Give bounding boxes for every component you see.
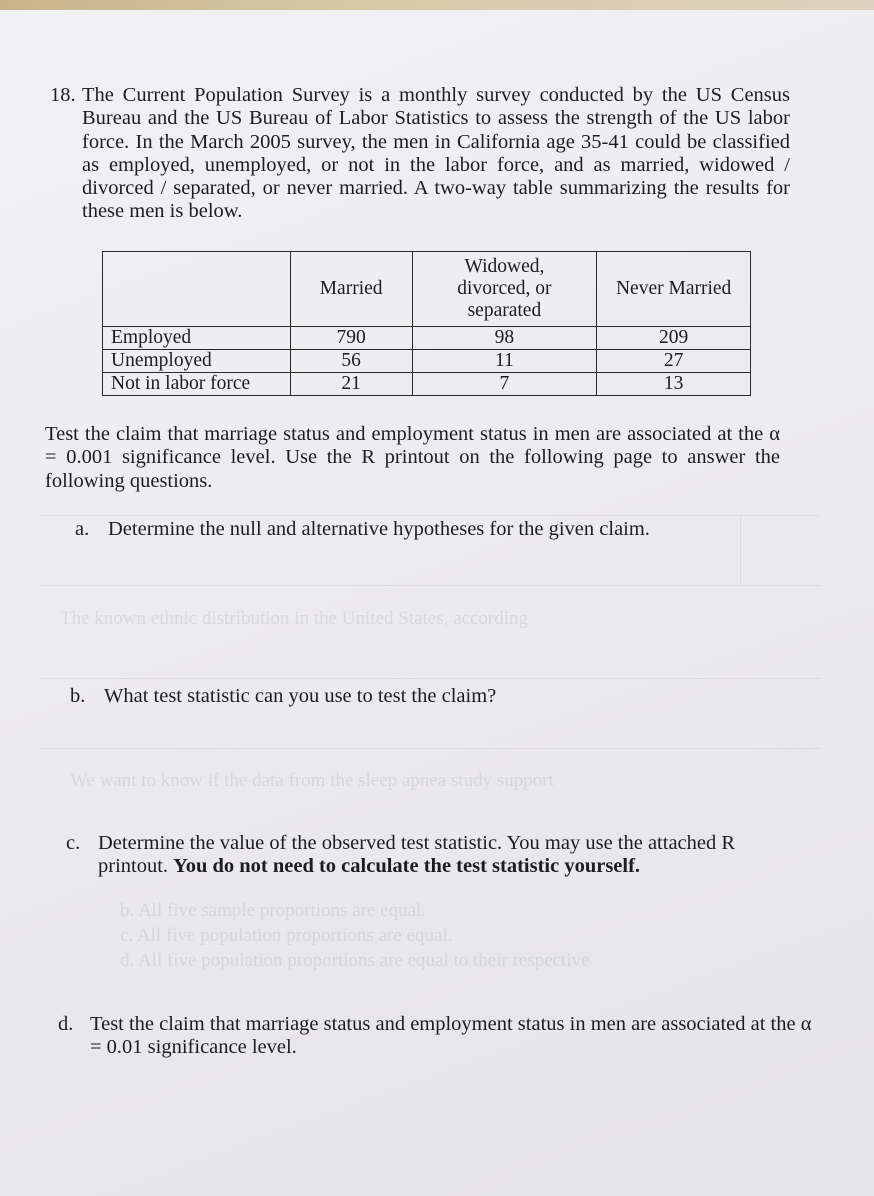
column-header (412, 252, 597, 327)
question-b-letter: b. (70, 685, 86, 707)
question-a-letter: a. (75, 518, 90, 540)
question-b-text: What test statistic can you use to test the claim? (104, 685, 497, 707)
question-d-text: Test the claim that marriage status and employment status in men are associated at the α = 0.01 significance level. (90, 1013, 812, 1059)
two-way-table (102, 251, 751, 396)
table-cell: 13 (597, 373, 751, 396)
question-c-letter: c. (66, 832, 81, 854)
table-cell: 98 (412, 327, 597, 350)
row-label: Not in labor force (103, 373, 291, 396)
question-c-text: Determine the value of the observed test statistic. You may use the attached R printout. (98, 832, 736, 878)
table-cell: 11 (412, 350, 597, 373)
question-d-letter: d. (58, 1013, 74, 1035)
table-header-row (103, 252, 751, 327)
row-label: Employed (103, 327, 291, 350)
claim-text: Test the claim that marriage status and employment status in men are associated at the α = 0.001 significance level. Use the R printout on the following page to answer the following questions. (45, 423, 780, 492)
table-row (103, 327, 751, 350)
row-label: Unemployed (103, 350, 291, 373)
table-cell: 27 (597, 350, 751, 373)
table-cell: 790 (290, 327, 412, 350)
table-row (103, 350, 751, 373)
table-cell: 7 (412, 373, 597, 396)
table-cell: 209 (597, 327, 751, 350)
table-cell: 21 (290, 373, 412, 396)
column-header: Never Married (597, 252, 751, 327)
problem-intro: The Current Population Survey is a monthly survey conducted by the US Census Bureau and the US Bureau of Labor Statistics to assess the strength of the US labor force. In the March 2005 survey, the men in California age 35-41 could be classified as employed, unemployed, or not in the labor force, and as married, widowed / divorced / separated, or never married. A two-way table summarizing the results for these men is below. (82, 84, 790, 223)
worksheet-page: The known ethnic distribution in the United States, according We want to know if the data from the sleep apnea study support b. All five sample proportions are equal. c. All five population proportions are equal. d. All five population proportions are equal to their respective 18. The Current Population Survey is a monthly survey conducted by the US Census Bureau and the US Bureau of Labor Statistics to assess the strength of the US labor force. In the March 2005 survey, the men in California age 35-41 could be classified as employed, unemployed, or not in the labor force, and as married, widowed / divorced / separated, or never married. A two-way table summarizing the results for these men is below. Married Widowed, divorced, or separated Never Married Employed 790 98 209 Unemployed 56 11 27 Not in labor force 21 7 13 Test the claim that marriage status and employment status in men are associated at the α = 0.001 significance level. Use the R printout on the following page to answer the following questions. a. Determine the null and alternative hypotheses for the given claim. b. What test statistic can you use to test the claim? c. Determine the value of the observed test statistic. You may use the attached R printout. You do not need to calculate the test statistic yourself. d. Test the claim that marriage status and employment status in men are associated at the α = 0.01 significance level. (0, 0, 874, 1196)
table-cell: 56 (290, 350, 412, 373)
column-header: Married (290, 252, 412, 327)
paper-top-edge (0, 0, 874, 10)
question-a-text: Determine the null and alternative hypotheses for the given claim. (108, 518, 650, 540)
table-row (103, 373, 751, 396)
question-c-bold-note: You do not need to calculate the test statistic yourself. (173, 855, 641, 878)
column-header-text: Widowed, divorced, or separated (457, 256, 552, 321)
question-c-body (98, 832, 798, 879)
table-corner (103, 252, 291, 327)
problem-number: 18. (50, 84, 76, 106)
